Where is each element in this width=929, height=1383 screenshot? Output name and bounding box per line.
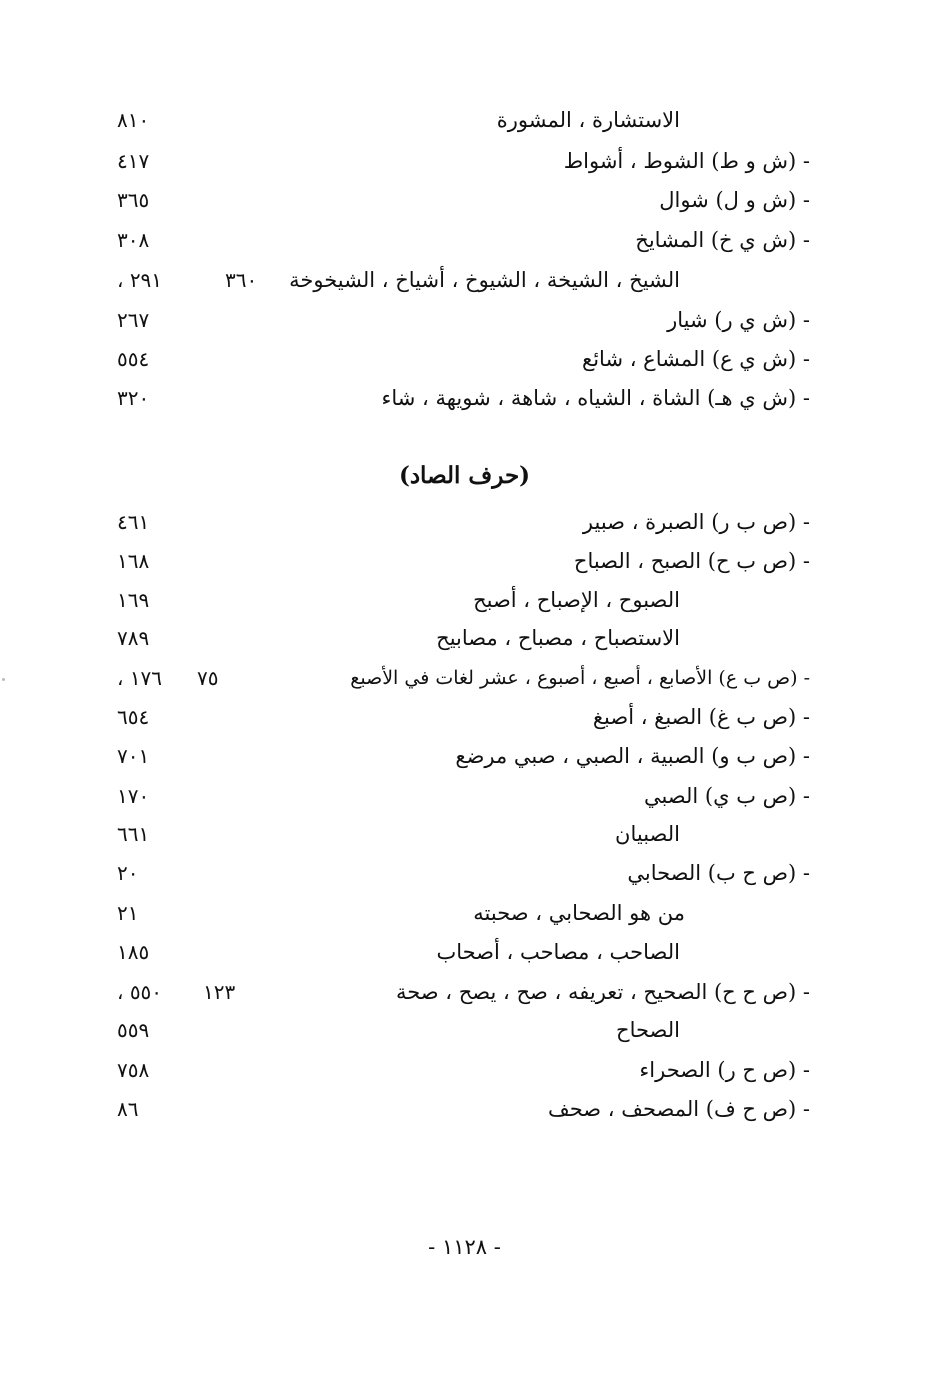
index-entry: - (ص ب غ) الصبغ ، أصبغ [592,705,810,729]
index-row [100,304,810,342]
index-row [100,818,810,856]
page-reference: ٦٥٤ [117,705,150,729]
index-row [100,224,810,262]
index-entry: - (ش و ط) الشوط ، أشواط [563,149,810,173]
index-row [100,897,810,935]
page-reference: ٤١٧ [117,149,150,173]
page-reference: ٨٦ [117,1097,139,1121]
index-row [100,184,810,222]
index-entry: - (ش ي ر) شيار [667,308,810,332]
page-reference: ١٧٦ ، [117,666,163,690]
index-row [100,1014,810,1052]
page-reference: ٨١٠ [117,108,150,132]
page-reference: ٧٥٨ [117,1058,150,1082]
index-entry: من هو الصحابي ، صحبته [473,901,685,925]
index-row [100,936,810,974]
page-reference-extra: ٣٦٠ [225,268,258,292]
page-reference: ١٦٨ [117,549,150,573]
index-entry: الاستصباح ، مصباح ، مصابيح [436,626,680,650]
index-row [100,145,810,183]
page-reference: ٢٩١ ، [117,268,163,292]
index-row [100,701,810,739]
index-entry: - (ص ب ح) الصبح ، الصباح [573,549,810,573]
index-entry: - (ش ي خ) المشايخ [635,228,810,252]
page-reference: ٥٥٩ [117,1018,150,1042]
page-reference: ٧٨٩ [117,626,150,650]
index-row [100,740,810,778]
page-reference: ٧٠١ [117,744,150,768]
index-row [100,104,810,142]
index-entry: الصبوح ، الإصباح ، أصبح [473,588,680,612]
page-reference: ٢١ [117,901,139,925]
index-entry: الاستشارة ، المشورة [496,108,680,132]
index-row [100,1054,810,1092]
index-entry: الصبيان [615,822,680,846]
page-reference: ٥٥٠ ، [117,980,163,1004]
index-entry: الصاحب ، مصاحب ، أصحاب [436,940,680,964]
page-reference: ٤٦١ [117,510,150,534]
index-row [100,662,810,700]
index-entry: - (ص ب ي) الصبي [643,784,810,808]
index-row [100,545,810,583]
page-reference-extra: ٧٥ [197,666,219,690]
index-entry: - (ص ب ر) الصبرة ، صبير [582,510,810,534]
index-row [100,584,810,622]
page-reference-extra: ١٢٣ [203,980,236,1004]
index-row [100,976,810,1014]
page-reference: ٢٦٧ [117,308,150,332]
index-entry: - (ص ح ف) المصحف ، صحف [547,1097,810,1121]
index-row [100,857,810,895]
page-reference: ٣٠٨ [117,228,150,252]
index-row [100,343,810,381]
index-entry: - (ش ي ع) المشاع ، شائع [582,347,810,371]
page-reference: ١٨٥ [117,940,150,964]
page-reference: ٥٥٤ [117,347,150,371]
page-reference: ١٧٠ [117,784,150,808]
page-number: - ١١٢٨ - [428,1235,501,1259]
margin-speck [2,678,5,681]
index-entry: - (ص ب ع) الأصابع ، أصبع ، أصبوع ، عشر لغات في الأصبع [350,667,810,689]
index-entry: الصحاح [616,1018,680,1042]
index-entry: - (ش ي هـ) الشاة ، الشياه ، شاهة ، شويهة ، شاء [381,386,810,410]
page-reference: ٣٦٥ [117,188,150,212]
index-entry: - (ش و ل) شوال [659,188,810,212]
index-row [100,264,810,302]
index-row [100,622,810,660]
index-entry: الشيخ ، الشيخة ، الشيوخ ، أشياخ ، الشيخوخة [289,268,680,292]
page-reference: ٢٠ [117,861,139,885]
index-row [100,780,810,818]
index-entry: - (ص ح ر) الصحراء [639,1058,810,1082]
index-entry: - (ص ح ب) الصحابي [627,861,810,885]
index-row [100,1093,810,1131]
page-reference: ٣٢٠ [117,386,150,410]
index-row [100,506,810,544]
index-entry: - (ص ح ح) الصحيح ، تعريفه ، صح ، يصح ، صحة [395,980,810,1004]
section-heading: (حرف الصاد) [398,462,531,489]
page-reference: ٦٦١ [117,822,150,846]
index-entry: - (ص ب و) الصبية ، الصبي ، صبي مرضع [455,744,810,768]
page-reference: ١٦٩ [117,588,150,612]
index-row [100,382,810,420]
